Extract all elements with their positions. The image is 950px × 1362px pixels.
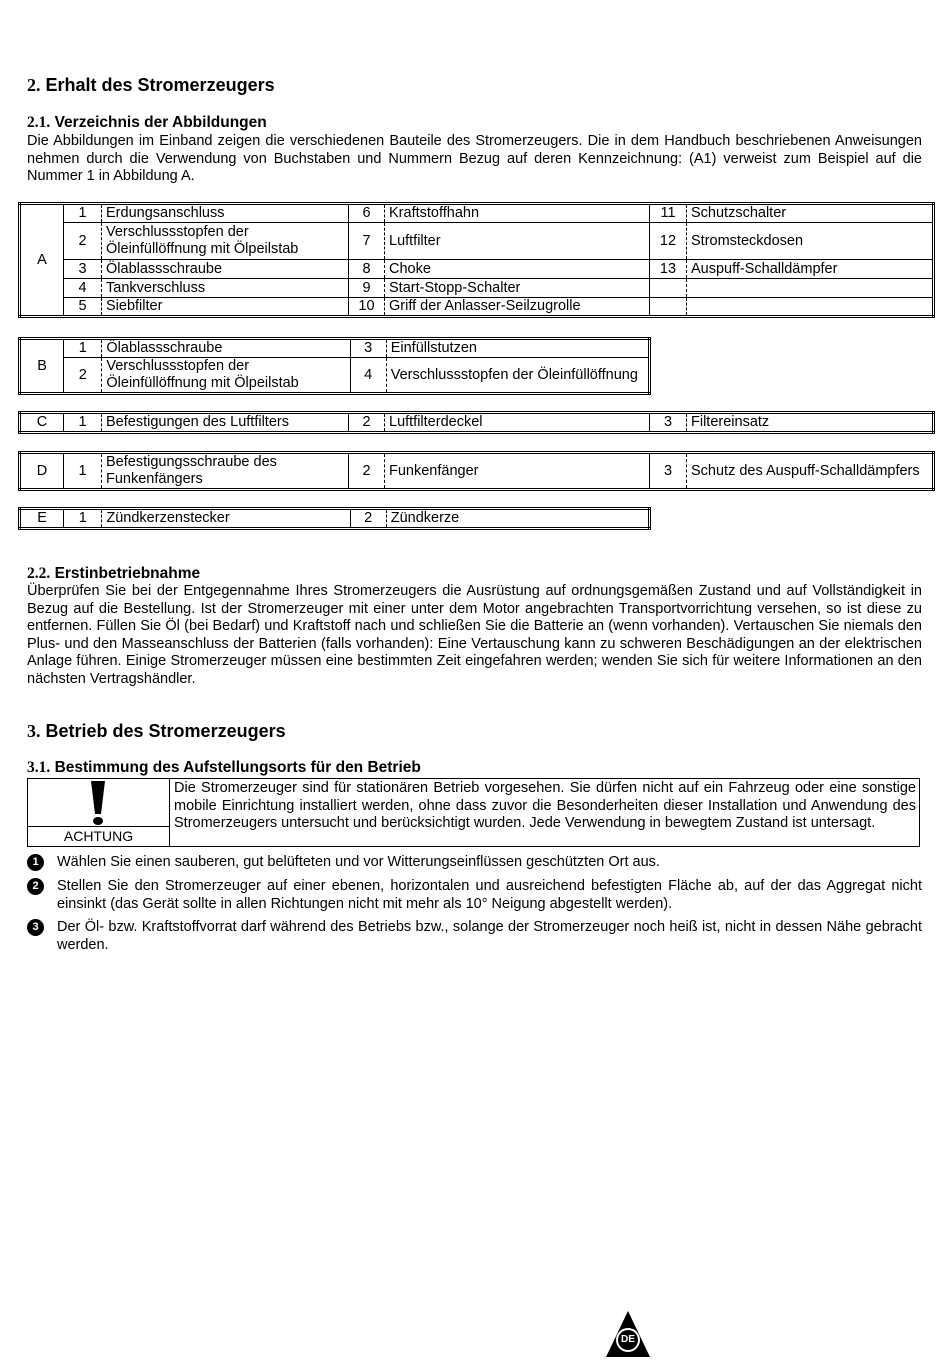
part-name: Luftfilterdeckel — [385, 413, 650, 433]
section-3-1-heading — [27, 759, 421, 777]
part-name: Schutz des Auspuff-Schalldämpfers — [687, 453, 934, 490]
part-number: 4 — [350, 358, 386, 394]
step-text: Stellen Sie den Stromerzeuger auf einer ebenen, horizontalen und ausreichend befestigten Fläche ab, auf der das Aggregat nicht einsinkt (das Gerät sollte in allen Richtungen nicht mit mehr als 10° Neigung abgestellt werden). — [57, 878, 922, 912]
part-name: Siebfilter — [102, 298, 349, 317]
parts-table-e — [18, 507, 651, 530]
section-title: Betrieb des Stromerzeugers — [45, 721, 286, 741]
part-name: Kraftstoffhahn — [385, 204, 650, 223]
section-number: 2.1. — [27, 114, 51, 131]
part-number: 4 — [64, 279, 102, 298]
section-number: 2. — [27, 75, 41, 95]
part-number: 5 — [64, 298, 102, 317]
figure-letter: A — [20, 204, 64, 317]
section-2-1-text: Die Abbildungen im Einband zeigen die verschiedenen Bauteile des Stromerzeugers. Die in dem Handbuch beschriebenen Anweisungen nehmen durch die Verwendung von Buchstaben und Nummern Bezug auf deren Kennzeichnung: (A1) verweist zum Beispiel auf die Nummer 1 in Abbildung A. — [27, 133, 922, 184]
table-row — [20, 509, 650, 529]
figure-letter: D — [20, 453, 64, 490]
part-name: Choke — [385, 260, 650, 279]
section-title: Erstinbetriebnahme — [54, 565, 201, 582]
part-name: Schutzschalter — [687, 204, 934, 223]
part-number: 12 — [650, 223, 687, 260]
part-name: Start-Stopp-Schalter — [385, 279, 650, 298]
parts-table-a — [18, 202, 935, 318]
part-number: 2 — [350, 509, 386, 529]
figure-letter: E — [20, 509, 64, 529]
part-name: Filtereinsatz — [687, 413, 934, 433]
part-number: 13 — [650, 260, 687, 279]
section-3-heading — [27, 721, 286, 742]
section-2-2-text: Überprüfen Sie bei der Entgegennahme Ihres Stromerzeugers die Ausrüstung auf ordnungsgemäßen Zustand und auf Vollständigkeit in Bezug auf die Bestellung. Ist der Stromerzeuger mit einer unter dem Motor angebrachten Transportvorrichtung versehen, so ist diese zu entfernen. Füllen Sie Öl (bei Bedarf) und Kraftstoff nach und schließen Sie die Batterie an (wenn vorhanden). Vertauschen Sie niemals den Plus- und den Masseanschluss der Batterien (falls vorhanden): Eine Vertauschung kann zu schweren Beschädigungen an der elektrischen Anlage führen. Einige Stromerzeuger müssen eine bestimmten Zeit eingefahren werden; wenden Sie sich für weitere Informationen an den nächsten Vertragshändler. — [27, 583, 922, 687]
part-name: Befestigungen des Luftfilters — [102, 413, 349, 433]
part-number: 8 — [349, 260, 385, 279]
table-row — [20, 453, 934, 490]
language-badge — [604, 1310, 652, 1358]
section-2-1-heading — [27, 114, 267, 132]
section-number: 3. — [27, 721, 41, 741]
part-number: 3 — [350, 339, 386, 358]
section-title: Verzeichnis der Abbildungen — [54, 114, 267, 131]
part-name: Zündkerze — [386, 509, 649, 529]
table-row — [20, 204, 934, 223]
step-marker: 2 — [27, 878, 44, 895]
part-name: Ölablassschraube — [102, 260, 349, 279]
step-text: Der Öl- bzw. Kraftstoffvorrat darf während des Betriebs bzw., solange der Stromerzeuger noch heiß ist, nicht in dessen Nähe gebracht werden. — [57, 919, 922, 953]
part-name: Zündkerzenstecker — [102, 509, 350, 529]
table-row — [20, 358, 650, 394]
part-name: Verschlussstopfen der Öleinfüllöffnung — [386, 358, 649, 394]
part-number: 1 — [64, 453, 102, 490]
warning-symbol-cell — [28, 779, 170, 846]
part-number: 1 — [64, 509, 102, 529]
section-title: Bestimmung des Aufstellungsorts für den Betrieb — [54, 759, 421, 776]
part-name: Griff der Anlasser-Seilzugrolle — [385, 298, 650, 317]
table-row — [20, 413, 934, 433]
part-name: Auspuff-Schalldämpfer — [687, 260, 934, 279]
part-name: Funkenfänger — [385, 453, 650, 490]
part-number: 2 — [349, 413, 385, 433]
table-row — [20, 260, 934, 279]
part-number: 1 — [64, 413, 102, 433]
part-number: 1 — [64, 204, 102, 223]
part-number: 6 — [349, 204, 385, 223]
part-name: Luftfilter — [385, 223, 650, 260]
part-number: 2 — [349, 453, 385, 490]
section-number: 2.2. — [27, 565, 51, 582]
parts-table-b — [18, 337, 651, 395]
part-number: 2 — [64, 358, 102, 394]
part-number: 3 — [650, 453, 687, 490]
part-name: Verschlussstopfen der Öleinfüllöffnung mit Ölpeilstab — [102, 223, 349, 260]
part-number: 10 — [349, 298, 385, 317]
warning-box — [27, 778, 920, 847]
part-number — [650, 279, 687, 298]
language-code: DE — [621, 1334, 635, 1345]
part-name: Ölablassschraube — [102, 339, 350, 358]
section-2-heading — [27, 75, 275, 96]
parts-table-c — [18, 411, 935, 434]
part-name: Befestigungsschraube des Funkenfängers — [102, 453, 349, 490]
section-2-2-heading — [27, 565, 200, 583]
parts-table-d — [18, 451, 935, 491]
part-number: 3 — [650, 413, 687, 433]
warning-text: Die Stromerzeuger sind für stationären Betrieb vorgesehen. Sie dürfen nicht auf ein Fahrzeug oder eine sonstige mobile Einrichtung installiert werden, ohne dass zuvor die Besonderheiten dieser Installation und Anwendung des Stromerzeugers untersucht und berücksichtigt wurden. Jede Verwendung in bewegtem Zustand ist untersagt. — [174, 780, 916, 831]
part-number: 7 — [349, 223, 385, 260]
warning-label: ACHTUNG — [28, 826, 169, 846]
part-number — [650, 298, 687, 317]
part-number: 11 — [650, 204, 687, 223]
part-name: Erdungsanschluss — [102, 204, 349, 223]
table-row — [20, 279, 934, 298]
figure-letter: B — [20, 339, 64, 394]
step-marker: 3 — [27, 919, 44, 936]
part-number: 9 — [349, 279, 385, 298]
figure-letter: C — [20, 413, 64, 433]
part-number: 3 — [64, 260, 102, 279]
part-number: 1 — [64, 339, 102, 358]
section-number: 3.1. — [27, 759, 51, 776]
step-text: Wählen Sie einen sauberen, gut belüfteten und vor Witterungseinflüssen geschützten Ort aus. — [57, 854, 660, 870]
part-name — [687, 279, 934, 298]
table-row — [20, 298, 934, 317]
section-title: Erhalt des Stromerzeugers — [45, 75, 275, 95]
part-name: Einfüllstutzen — [386, 339, 649, 358]
part-name — [687, 298, 934, 317]
part-number: 2 — [64, 223, 102, 260]
part-name: Verschlussstopfen der Öleinfüllöffnung mit Ölpeilstab — [102, 358, 350, 394]
table-row — [20, 223, 934, 260]
exclamation-icon — [28, 779, 169, 827]
table-row — [20, 339, 650, 358]
part-name: Stromsteckdosen — [687, 223, 934, 260]
step-marker: 1 — [27, 854, 44, 871]
part-name: Tankverschluss — [102, 279, 349, 298]
